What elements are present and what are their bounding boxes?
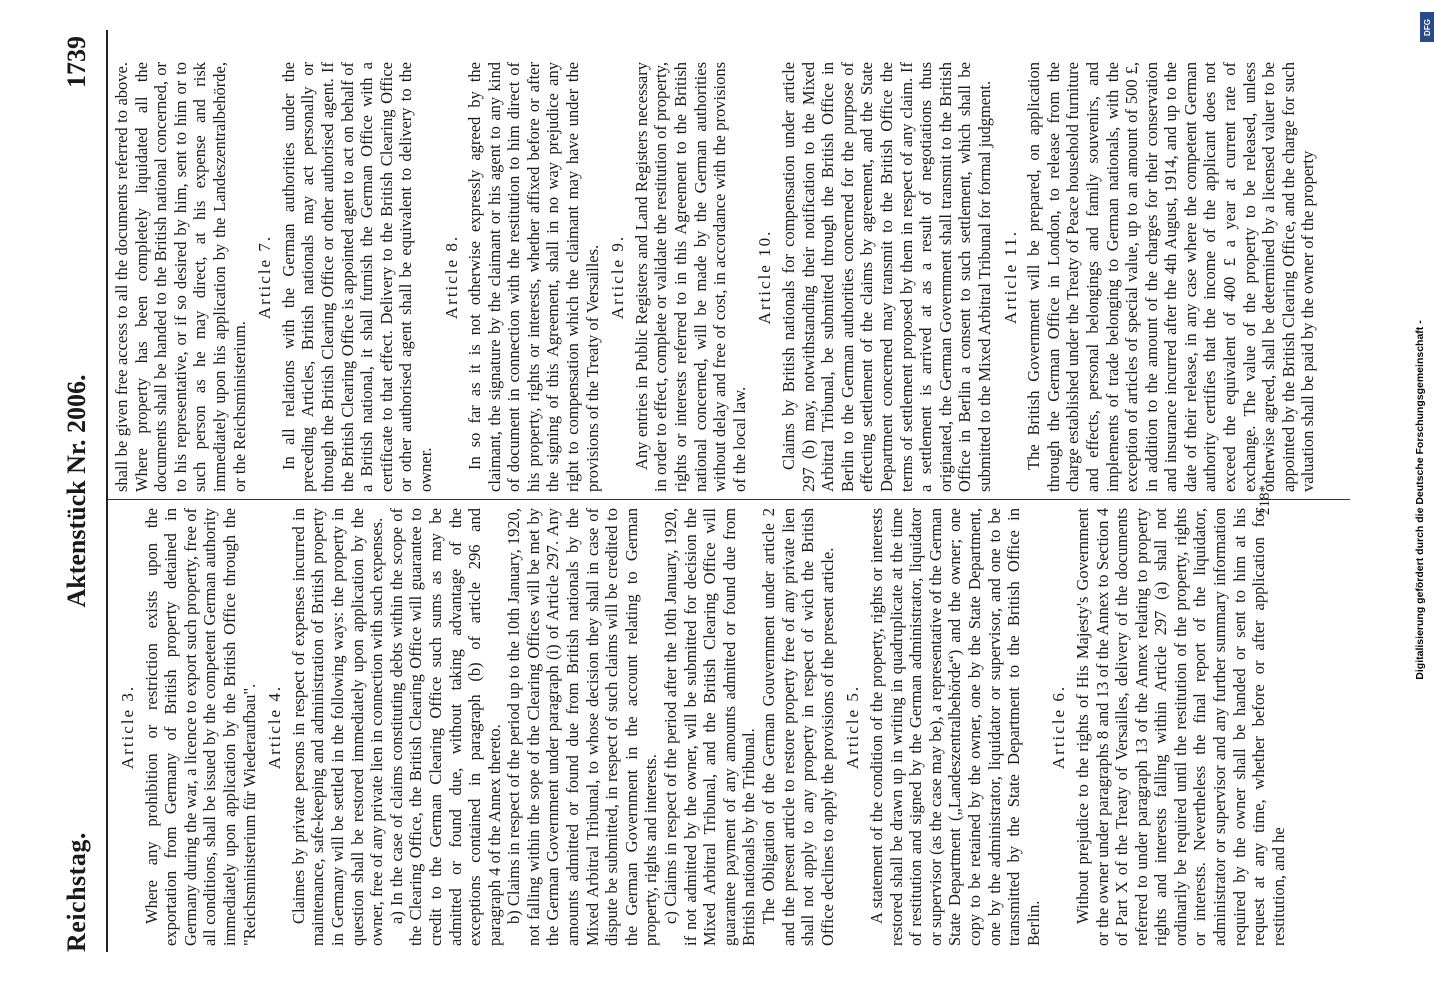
- digitization-note-text: Digitalisierung gefördert durch die Deutsche Forschungsgemeinschaft -: [1414, 320, 1426, 680]
- article-4-text-2: a) In the case of claims constituting debts within the scope of the Clearing Office, the British Clearing Office will guarantee to credit to the German Clearing Office such sums as may be admitted or found due, without taking advantage of the exceptions contained in paragraph (b) of article 296 and paragraph 4 of the Annex thereto.: [386, 508, 504, 946]
- page-signature-mark: 218*: [1257, 485, 1273, 515]
- article-5-text: A statement of the condition of the property, rights or interests restored shall be drawn up in writing in quadruplicate at the time of restitution and signed by the German administrator, liquidator or supervisor (as the case may be), a representative of the German State Department („Landeszentralbehörde“) and the owner; one copy to be retained by the owner, one by the State Department, one by the administrator, liquidator or supervisor, and one to be transmitted by the State Department to the British Office in Berlin.: [866, 508, 1043, 946]
- article-4-text-5: The Obligation of the German Gouvernment under article 2 and the present article to restore property free of any private lien shall not apply to any property in respect of wich the British Office declines to apply the provisions of the present article.: [759, 508, 837, 946]
- left-column: [112, 508, 1288, 946]
- header-left-title: Reichstag.: [62, 832, 91, 952]
- article-4-title: Article 4.: [265, 684, 285, 770]
- dfg-logo-text: DFG: [1422, 18, 1432, 36]
- article-6-text: Without prejudice to the rights of His Majesty's Government or the owner under paragraphs 8 and 13 of the Annex to Section 4 of Part X of the Treaty of Versailles, delivery of the documents referred to under paragraph 13 of the Annex relating to property rights and interests falling within Article 297 (a) shall not ordinarily be required until the restitution of the property, rights or interests. Nevertheless the final report of the liquidator, administrator or supervisor and any further summary information required by the owner shall be handed or sent to him at his request at any time, whether before or after application for restitution, and he: [1072, 508, 1288, 946]
- article-6-title: Article 6.: [1049, 684, 1069, 770]
- header-page-number: 1739: [62, 36, 91, 88]
- article-11-title: Article 11.: [1000, 229, 1020, 325]
- article-6-continuation: shall be given free access to all the documents referred to above. Where property has been completely liquidated all the documents shall be handed to the British national concerned, or to his representative, or if so desired by him, sent to him or to such person as he may direct, at his expense and risk immediately upon his application by the Landeszentralbehörde, or the Reichsministerium.: [112, 62, 249, 492]
- header-document-number: Aktenstück Nr. 2006.: [62, 374, 91, 608]
- article-4-text-3: b) Claims in respect of the period up to the 10th January, 1920, not falling within the sope of the Clearing Offices will be met by the German Government under paragraph (i) of Article 297. Any amounts admitted or found due from British nationals by the Mixed Arbitral Tribunal, to whose decision they shall in case of dispute be submitted, in respect of such claims will be credited to the German Government in the account relating to German property, rights and interests.: [504, 508, 661, 946]
- column-divider: [108, 499, 1350, 500]
- article-8-text: In so far as it is not otherwise expressly agreed by the claimant, the signature by the claimant or his agent to any kind of document in connection with the restitution to him direct of his property, rights or interests, whether affixed before or after the signing of this Agreement, shall in no way prejudice any right to compensation which the claimant may have under the provisions of the Treaty of Versailles.: [465, 62, 602, 492]
- article-7-text: In all relations with the German authorities under the preceding Articles, British nationals may act personally or through the British Clearing Office or other authorised agent. If the British Clearing Office is appointed agent to act on behalf of a British national, it shall furnish the German Office with a certificate to that effect. Delivery to the British Clearing Office or other authorised agent shall be equivalent to delivery to the owner.: [278, 62, 435, 492]
- article-8-title: Article 8.: [441, 234, 461, 320]
- article-4-text-1: Claimes by private persons in respect of expenses incurred in maintenance, safe-keeping and administration of British property in Germany will be settled in the following ways: the property in question shall be restored immediately upon application by the owner, free of any private lien in connection with such expenses.: [288, 508, 387, 946]
- dfg-logo: [1420, 12, 1434, 42]
- article-11-text: The British Government will be prepared, on application through the German Office in London, to release from the charge established under the Treaty of Peace household furniture and effects, personal belongings and family souvenirs, and implements of trade belonging to German nationals, with the exception of articles of special value, up to an amount of 500 £, in addition to the amount of the charges for their conservation and insurance incurred after the 4th August, 1914, and up to the date of their release, in any case where the competent German authority certifies that the income of the applicant does not exceed the equivalent of 400 £ a year at current rate of exchange. The value of the property to be released, unless otherwise agreed, shall be determined by a licensed valuer to be appointed by the British Clearing Office, and the charge for such valuation shall be paid by the owner of the property: [1024, 62, 1318, 492]
- right-column: [112, 62, 1318, 492]
- article-9-text: Any entries in Public Registers and Land Registers necessary in order to effect, complete or validate the restitution of property, rights or interests referred to in this Agreement to the British national concerned, will be made by the German authorities without delay and free of cost, in accordance with the provisions of the local law.: [631, 62, 749, 492]
- article-5-title: Article 5.: [843, 684, 863, 770]
- article-4-text-4: c) Claims in respect of the period after the 10th January, 1920, if not admitted by the owner, will be submitted for decision the Mixed Arbitral Tribunal, and the British Clearing Office will guarantee payment of any amounts admitted or found due from British nationals by the Tribunal.: [661, 508, 759, 946]
- article-7-title: Article 7.: [255, 234, 275, 320]
- article-10-title: Article 10.: [755, 229, 775, 325]
- article-10-text: Claims by British nationals for compensation under article 297 (b) may, notwithstanding their notification to the Mixed Arbitral Tribunal, be submitted through the British Office in Berlin to the German authorities concerned for the purpose of effecting settlement of the claims by agreement, and the State Department concerned may transmit to the British Office the terms of settlement proposed by them in respect of any claim. If a settlement is arrived at as a result of negotiations thus originated, the German Government shall transmit to the British Office in Berlin a consent to such settlement, which shall be submitted to the Mixed Arbitral Tribunal for formal judgment.: [779, 62, 994, 492]
- article-3-text: Where any prohibition or restriction exists upon the exportation from Germany of British property detained in Germany during the war, a licence to export such property, free of all conditions, shall be issued by the competent German authority immediately upon application by the British Office through the "Reichsministerium für Wiederaufbau".: [141, 508, 259, 946]
- article-9-title: Article 9.: [608, 234, 628, 320]
- article-3-title: Article 3.: [118, 684, 137, 770]
- page-header: [58, 30, 108, 952]
